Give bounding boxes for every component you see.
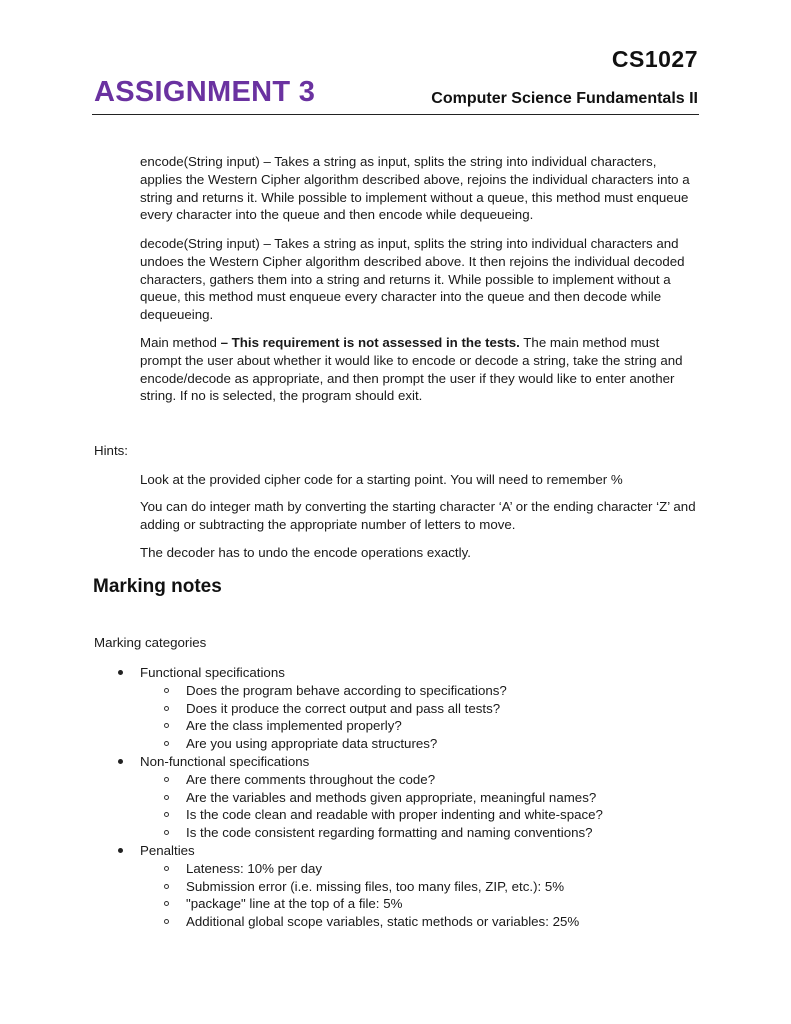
bullet-icon	[118, 848, 123, 853]
hint-item: The decoder has to undo the encode operations exactly.	[140, 545, 471, 560]
penalty-item: "package" line at the top of a file: 5%	[186, 896, 403, 911]
course-code: CS1027	[611, 46, 698, 72]
circle-bullet-icon	[164, 741, 169, 746]
hint-item: You can do integer math by converting the starting character ‘A’ or the ending character ‘Z’ and adding or subtracting the appropriate number of letters to move.	[140, 499, 696, 532]
circle-bullet-icon	[164, 866, 169, 871]
circle-bullet-icon	[164, 795, 169, 800]
hint-item: Look at the provided cipher code for a starting point. You will need to remember %	[140, 472, 623, 487]
course-name: Computer Science Fundamentals II	[431, 90, 698, 107]
category-label: Non-functional specifications	[140, 754, 310, 769]
penalty-item: Submission error (i.e. missing files, too many files, ZIP, etc.): 5%	[186, 879, 565, 894]
circle-bullet-icon	[164, 812, 169, 817]
bullet-icon	[118, 759, 123, 764]
main-method-note: – This requirement is not assessed in the tests.	[220, 335, 520, 350]
criterion-item: Are the variables and methods given appropriate, meaningful names?	[186, 790, 597, 805]
encode-description: encode(String input) – Takes a string as input, splits the string into individual characters, applies the Western Cipher algorithm described above, rejoins the individual characters into a string and returns it. While possible to implement without a queue, this method must enqueue every character into the queue and then encode while dequeueing.	[140, 154, 690, 223]
bullet-icon	[118, 670, 123, 675]
criterion-item: Are the class implemented properly?	[186, 718, 402, 733]
category-label: Functional specifications	[140, 665, 285, 680]
circle-bullet-icon	[164, 688, 169, 693]
criterion-item: Is the code consistent regarding formatting and naming conventions?	[186, 825, 593, 840]
criterion-item: Are there comments throughout the code?	[186, 772, 436, 787]
circle-bullet-icon	[164, 723, 169, 728]
circle-bullet-icon	[164, 830, 169, 835]
main-method-description	[140, 334, 700, 405]
criterion-item: Is the code clean and readable with proper indenting and white-space?	[186, 807, 603, 822]
criterion-item: Does the program behave according to specifications?	[186, 683, 507, 698]
penalty-item: Additional global scope variables, static methods or variables: 25%	[186, 914, 580, 929]
circle-bullet-icon	[164, 901, 169, 906]
circle-bullet-icon	[164, 777, 169, 782]
hints-label: Hints:	[94, 443, 128, 458]
marking-notes-heading: Marking notes	[93, 576, 222, 597]
penalty-item: Lateness: 10% per day	[186, 861, 323, 876]
criterion-item: Does it produce the correct output and pass all tests?	[186, 701, 501, 716]
category-label: Penalties	[140, 843, 195, 858]
circle-bullet-icon	[164, 919, 169, 924]
main-method-text: The main method must prompt the user about whether it would like to encode or decode a string, take the string and encode/decode as appropriate, and then prompt the user if they would like to enter another string. If no is selected, the program should exit.	[140, 335, 683, 404]
circle-bullet-icon	[164, 884, 169, 889]
marking-categories-label: Marking categories	[94, 635, 207, 650]
assignment-title: ASSIGNMENT 3	[94, 76, 316, 108]
main-method-prefix: Main method	[140, 335, 221, 350]
circle-bullet-icon	[164, 706, 169, 711]
header-divider	[92, 114, 699, 115]
decode-description: decode(String input) – Takes a string as input, splits the string into individual characters and undoes the Western Cipher algorithm described above. It then rejoins the individual decoded characters, gathers them into a string and returns it. While possible to implement without a queue, this method must enqueue every character into the queue and then decode while dequeueing.	[140, 236, 685, 323]
criterion-item: Are you using appropriate data structures?	[186, 736, 438, 751]
